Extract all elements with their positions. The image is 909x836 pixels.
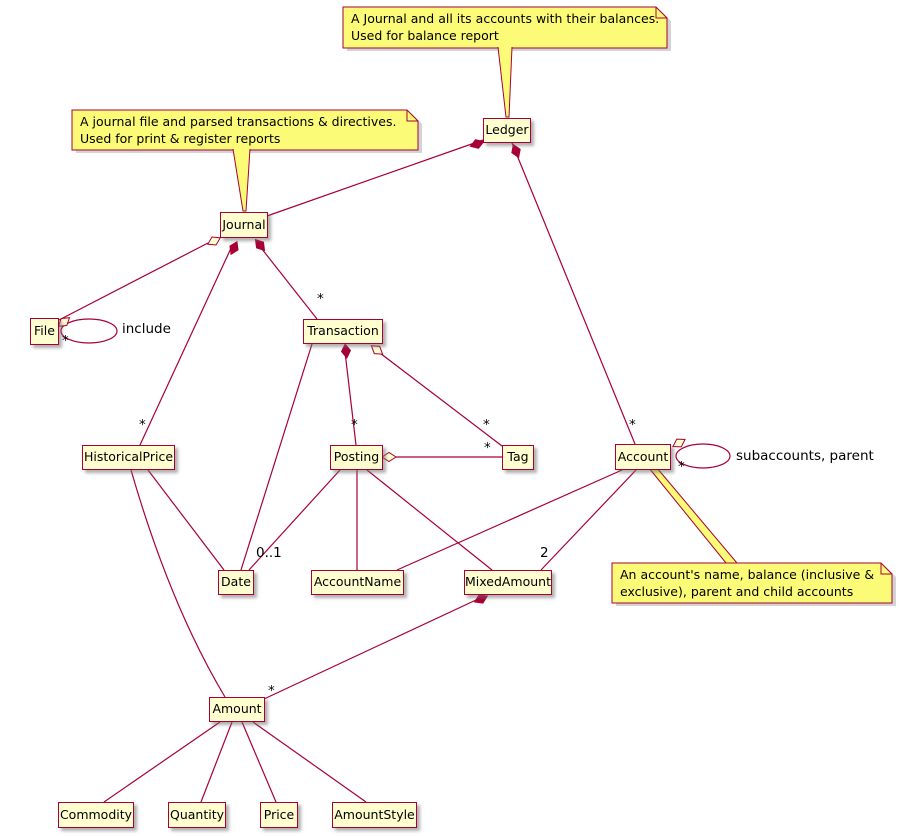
class-file-label: File bbox=[34, 323, 55, 339]
class-account bbox=[615, 444, 671, 470]
note-line: A Journal and all its accounts with their balances. bbox=[351, 11, 660, 26]
class-quantity-label: Quantity bbox=[169, 806, 225, 822]
edge-label-subaccounts: subaccounts, parent bbox=[736, 448, 874, 464]
class-posting bbox=[330, 445, 383, 470]
edge-historicalprice-amount bbox=[131, 470, 225, 697]
note-account-text bbox=[620, 566, 874, 600]
note-line: A journal file and parsed transactions & directives. bbox=[80, 114, 397, 129]
aggregation-diamond bbox=[382, 453, 396, 462]
note-bodies bbox=[72, 7, 892, 603]
class-ledger bbox=[483, 118, 531, 143]
note-line: Used for balance report bbox=[351, 28, 499, 43]
class-amountstyle-label: AmountStyle bbox=[334, 806, 415, 822]
edge-amount-quantity bbox=[201, 722, 232, 802]
multiplicity-transaction-tag: * bbox=[483, 417, 490, 433]
class-date bbox=[218, 570, 254, 595]
class-historicalprice bbox=[82, 445, 175, 470]
note-connector-journal bbox=[233, 149, 250, 211]
composition-diamond bbox=[227, 240, 241, 256]
multiplicity-mixedamount-amount: * bbox=[268, 683, 275, 699]
multiplicity-file-include: * bbox=[62, 333, 69, 349]
note-ledger-text bbox=[351, 10, 659, 44]
composition-diamond bbox=[509, 143, 523, 159]
edge-ledger-account bbox=[512, 143, 635, 444]
edge-journal-historicalprice bbox=[140, 246, 232, 445]
multiplicity-posting-date: 0..1 bbox=[256, 545, 282, 561]
class-mixedamount-label: MixedAmount bbox=[464, 574, 552, 590]
edge-journal-file bbox=[59, 243, 208, 320]
class-journal-label: Journal bbox=[222, 216, 266, 232]
multiplicity-account-subaccounts: * bbox=[678, 459, 685, 475]
multiplicity-account-mixedamount: 2 bbox=[540, 545, 549, 561]
edge-transaction-date bbox=[241, 344, 312, 570]
note-line: Used for print & register reports bbox=[80, 131, 281, 146]
class-posting-label: Posting bbox=[333, 449, 380, 465]
class-commodity-label: Commodity bbox=[59, 806, 133, 822]
association-lines bbox=[59, 140, 730, 802]
note-line: exclusive), parent and child accounts bbox=[620, 584, 854, 599]
edge-file-selfloop bbox=[61, 319, 117, 343]
class-quantity bbox=[168, 802, 226, 828]
class-accountname-label: AccountName bbox=[313, 574, 402, 590]
class-tag-label: Tag bbox=[507, 449, 529, 465]
class-ledger-label: Ledger bbox=[485, 122, 529, 138]
edge-historicalprice-date bbox=[148, 470, 224, 570]
multiplicity-posting-tag: * bbox=[484, 440, 491, 456]
class-transaction-label: Transaction bbox=[307, 323, 379, 339]
note-connector-ledger bbox=[498, 47, 512, 117]
class-transaction bbox=[303, 319, 383, 344]
class-price bbox=[260, 802, 298, 828]
class-amountstyle bbox=[332, 802, 417, 828]
class-commodity bbox=[58, 802, 134, 828]
edge-mixedamount-amount bbox=[264, 600, 476, 699]
edge-amount-amountstyle bbox=[253, 722, 366, 802]
class-historicalprice-label: HistoricalPrice bbox=[83, 449, 174, 465]
note-connector-account bbox=[649, 468, 737, 563]
multiplicity-ledger-account: * bbox=[629, 417, 636, 433]
class-file bbox=[30, 318, 59, 345]
edge-amount-commodity bbox=[104, 722, 220, 802]
class-mixedamount bbox=[464, 570, 552, 595]
class-date-label: Date bbox=[221, 574, 251, 590]
multiplicity-journal-transaction: * bbox=[317, 291, 324, 307]
class-amount-label: Amount bbox=[212, 701, 262, 717]
class-account-label: Account bbox=[617, 448, 669, 464]
class-accountname bbox=[311, 570, 404, 595]
class-price-label: Price bbox=[263, 806, 295, 822]
relationship-diamonds bbox=[56, 137, 688, 606]
composition-diamond bbox=[341, 344, 352, 359]
multiplicity-journal-historicalprice: * bbox=[139, 417, 146, 433]
note-shadows bbox=[76, 10, 896, 606]
edge-label-include: include bbox=[122, 321, 171, 337]
multiplicity-transaction-posting: * bbox=[351, 417, 358, 433]
note-journal-text bbox=[80, 113, 396, 147]
composition-diamond bbox=[252, 237, 268, 254]
class-journal bbox=[220, 212, 268, 238]
class-tag bbox=[502, 445, 534, 470]
class-amount bbox=[209, 697, 265, 722]
note-line: An account's name, balance (inclusive & bbox=[620, 567, 875, 582]
edge-journal-transaction bbox=[258, 244, 317, 319]
aggregation-diamond bbox=[671, 436, 688, 451]
